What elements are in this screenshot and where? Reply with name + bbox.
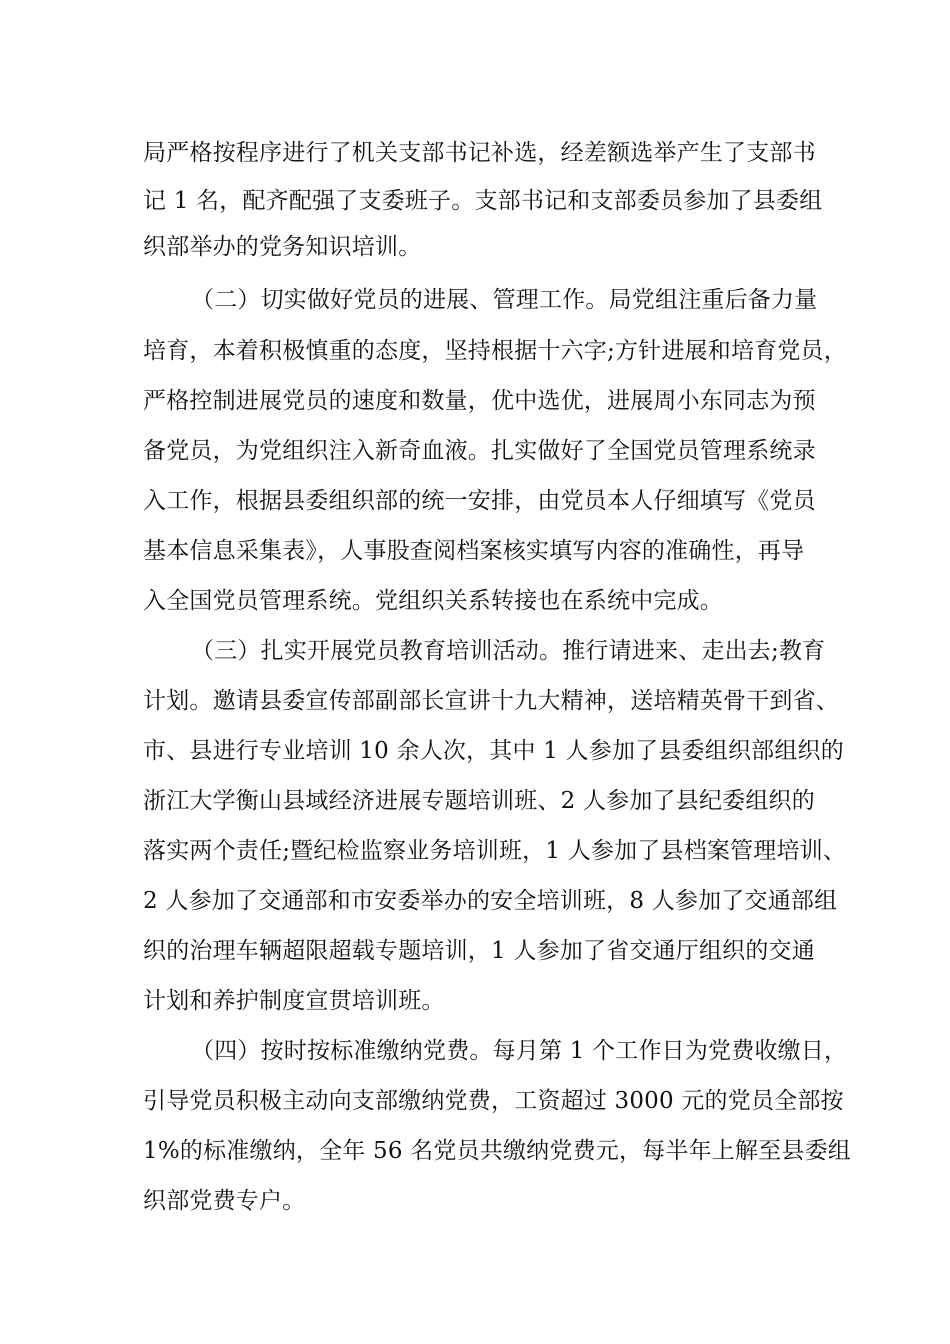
paragraph-2-line-2: 培育，本着积极慎重的态度，坚持根据十六字;方针进展和培育党员， xyxy=(143,338,847,364)
paragraph-2-line-4: 备党员，为党组织注入新奇血液。扎实做好了全国党员管理系统录 xyxy=(143,438,816,464)
paragraph-2-line-1: （二）切实做好党员的进展、管理工作。局党组注重后备力量 xyxy=(191,287,818,313)
paragraph-3-line-6: 2 人参加了交通部和市安委举办的安全培训班，8 人参加了交通部组 xyxy=(143,888,838,914)
paragraph-1-line-2: 记 1 名，配齐配强了支委班子。支部书记和支部委员参加了县委组 xyxy=(143,188,823,214)
paragraph-2-line-3: 严格控制进展党员的速度和数量，优中选优，进展周小东同志为预 xyxy=(143,388,816,414)
paragraph-4-line-4: 织部党费专户。 xyxy=(143,1188,306,1214)
paragraph-1-line-1: 局严格按程序进行了机关支部书记补选，经差额选举产生了支部书 xyxy=(143,140,816,166)
paragraph-3-line-5: 落实两个责任;暨纪检监察业务培训班，1 人参加了县档案管理培训、 xyxy=(143,838,847,864)
paragraph-2-line-5: 入工作，根据县委组织部的统一安排，由党员本人仔细填写《党员 xyxy=(143,488,816,514)
paragraph-3-line-1: （三）扎实开展党员教育培训活动。推行请进来、走出去;教育 xyxy=(191,638,826,664)
paragraph-4-line-1: （四）按时按标准缴纳党费。每月第 1 个工作日为党费收缴日， xyxy=(191,1038,848,1064)
paragraph-3-line-2: 计划。邀请县委宣传部副部长宣讲十九大精神，送培精英骨干到省、 xyxy=(143,688,839,714)
paragraph-4-line-3: 1%的标准缴纳，全年 56 名党员共缴纳党费元，每半年上解至县委组 xyxy=(143,1138,851,1164)
paragraph-3-line-7: 织的治理车辆超限超载专题培训，1 人参加了省交通厅组织的交通 xyxy=(143,938,815,964)
paragraph-3-line-8: 计划和养护制度宣贯培训班。 xyxy=(143,988,445,1014)
paragraph-2-line-7: 入全国党员管理系统。党组织关系转接也在系统中完成。 xyxy=(143,588,723,614)
paragraph-3-line-3: 市、县进行专业培训 10 余人次，其中 1 人参加了县委组织部组织的 xyxy=(143,738,844,764)
paragraph-3-line-4: 浙江大学衡山县域经济进展专题培训班、2 人参加了县纪委组织的 xyxy=(143,788,815,814)
paragraph-1-line-3: 织部举办的党务知识培训。 xyxy=(143,234,422,260)
paragraph-4-line-2: 引导党员积极主动向支部缴纳党费，工资超过 3000 元的党员全部按 xyxy=(143,1088,844,1114)
paragraph-2-line-6: 基本信息采集表》，人事股查阅档案核实填写内容的准确性，再导 xyxy=(143,538,805,564)
